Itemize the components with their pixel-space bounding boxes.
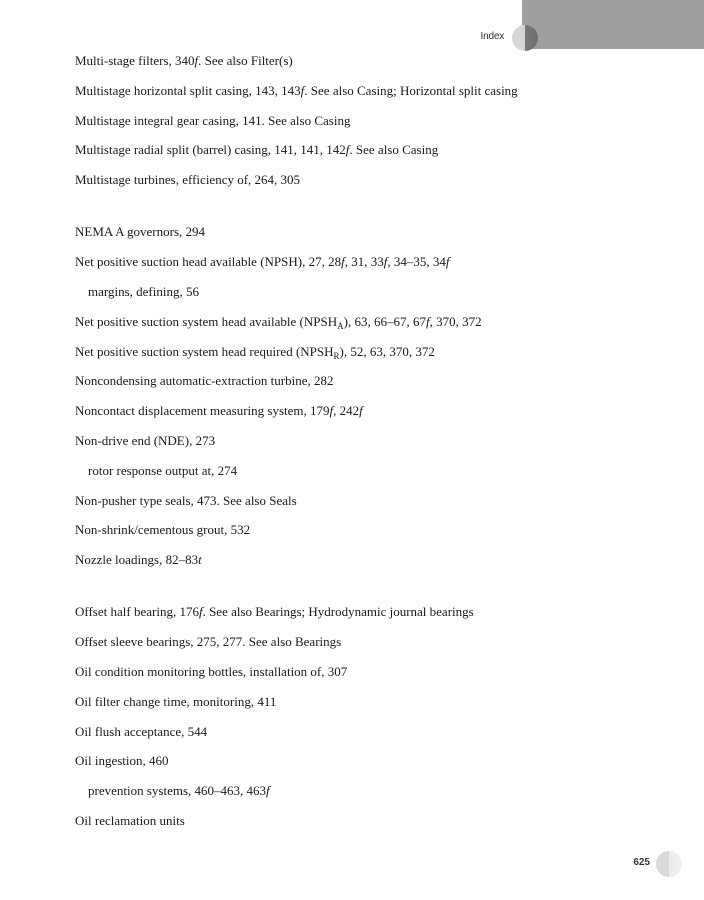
index-entry: Noncontact displacement measuring system, 179f, 242f [75, 403, 363, 419]
index-entry: Net positive suction system head available $(NPSH_A)$, 63, 66–67, 67f, 370, 372 [75, 313, 482, 331]
index-entry: Oil filter change time, monitoring, 411 [75, 693, 277, 709]
page-number: 625 [633, 857, 650, 868]
index-entry: Multistage turbines, efficiency of, 264, 305 [75, 172, 301, 188]
index-entry: Nozzle loadings, 82–83t [75, 552, 202, 568]
section-gap [75, 202, 675, 224]
index-entry: Oil ingestion, 460 [75, 753, 169, 769]
index-entry: Noncondensing automatic-extraction turbine, 282 [75, 373, 334, 389]
index-subentry: prevention systems, 460–463, 463f [88, 783, 270, 799]
index-entry: NEMA A governors, 294 [75, 224, 205, 240]
index-entry: Non-drive end (NDE), 273 [75, 432, 216, 448]
index-entry: Oil condition monitoring bottles, installation of, 307 [75, 663, 348, 679]
header-thumb-tab [512, 25, 538, 51]
index-entry: Offset sleeve bearings, 275, 277. See also Bearings [75, 634, 342, 650]
index-entry: Non-shrink/cementous grout, 532 [75, 522, 251, 538]
index-subentry: margins, defining, 56 [88, 283, 199, 299]
section-gap [75, 582, 675, 604]
index-entry: Multistage radial split (barrel) casing, 141, 141, 142f. See also Casing [75, 142, 439, 158]
index-entry: Non-pusher type seals, 473. See also Seals [75, 492, 297, 508]
index-entries [75, 53, 675, 843]
index-subentry: rotor response output at, 274 [88, 462, 238, 478]
index-entry: Multi-stage filters, 340f. See also Filter(s) [75, 53, 293, 68]
index-entry: Net positive suction head available (NPSH), 27, 28f, 31, 33f, 34–35, 34f [75, 254, 450, 270]
header-tab [522, 0, 704, 49]
index-entry: Multistage integral gear casing, 141. See also Casing [75, 112, 351, 128]
index-entry: Multistage horizontal split casing, 143, 143f. See also Casing; Horizontal split casing [75, 82, 518, 98]
running-header: Index [480, 31, 504, 42]
index-entry: Oil flush acceptance, 544 [75, 723, 208, 739]
index-entry: Offset half bearing, 176f. See also Bearings; Hydrodynamic journal bearings [75, 604, 474, 620]
index-entry: Oil reclamation units [75, 812, 185, 828]
index-entry: Net positive suction system head required $(NPSH_R)$, 52, 63, 370, 372 [75, 343, 435, 361]
footer-thumb-tab [656, 851, 682, 877]
